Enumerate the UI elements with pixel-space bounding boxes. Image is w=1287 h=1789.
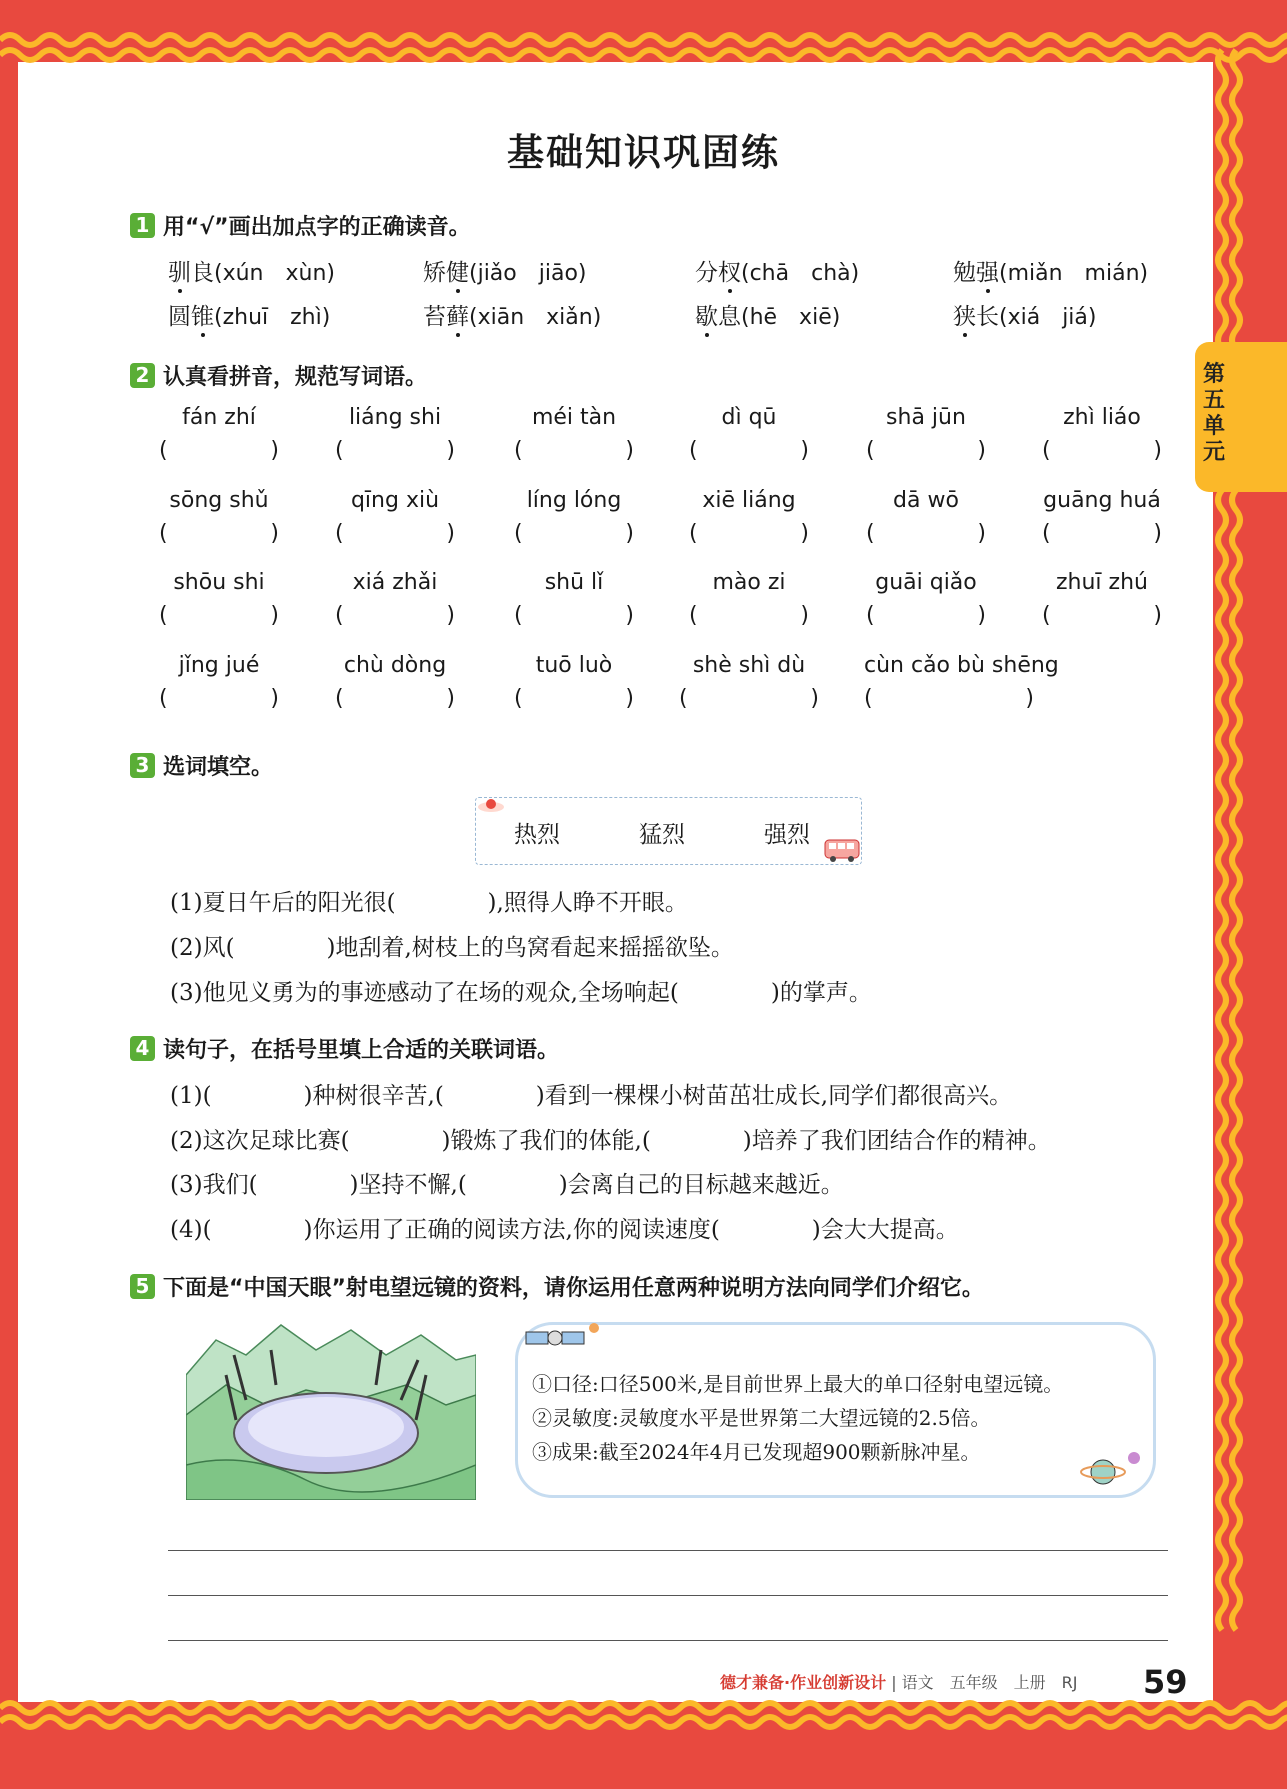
dotted-char: 健 <box>446 254 469 287</box>
pinyin-label: zhuī zhú <box>1056 570 1148 595</box>
question-prompt: 认真看拼音，规范写词语。 <box>163 365 428 390</box>
pinyin-write-cell[interactable] <box>335 488 455 546</box>
dotted-char: 锥 <box>191 298 214 331</box>
dotted-char: 强 <box>976 254 999 287</box>
tab-char: 元 <box>1203 440 1226 465</box>
word-choice: 热烈 <box>514 822 560 848</box>
dotted-char: 驯 <box>168 254 191 287</box>
pinyin-write-cell[interactable] <box>866 405 986 463</box>
pinyin-options: (zhuī zhì) <box>214 305 331 330</box>
q4-sentence: (2)这次足球比赛( )锻炼了我们的体能,( )培养了我们团结合作的精神。 <box>170 1128 1051 1154</box>
answer-blank[interactable]: ( ) <box>866 521 986 546</box>
pinyin-label: shōu shi <box>173 570 265 595</box>
fast-telescope-illustration <box>186 1315 476 1500</box>
word-char: 分 <box>695 260 718 286</box>
question-prompt: 读句子，在括号里填上合适的关联词语。 <box>163 1038 560 1063</box>
pinyin-label: cùn cǎo bù shēng <box>864 653 1059 678</box>
footer-brand: 德才兼备·作业创新设计 <box>720 1673 887 1692</box>
fact-line: ①口径:口径500米,是目前世界上最大的单口径射电望远镜。 <box>532 1372 1064 1396</box>
q4-sentence: (4)( )你运用了正确的阅读方法,你的阅读速度( )会大大提高。 <box>170 1217 959 1243</box>
pinyin-write-cell[interactable] <box>335 653 455 711</box>
pinyin-label: dì qū <box>721 405 777 430</box>
answer-blank[interactable]: ( ) <box>689 438 809 463</box>
pinyin-label: shā jūn <box>886 405 966 430</box>
answer-blank[interactable]: ( ) <box>159 686 279 711</box>
tab-char: 五 <box>1203 388 1226 413</box>
answer-blank[interactable]: ( ) <box>159 603 279 628</box>
dotted-char: 杈 <box>718 254 741 287</box>
question-prompt: 下面是“中国天眼”射电望远镜的资料，请你运用任意两种说明方法向同学们介绍它。 <box>163 1276 984 1301</box>
pinyin-write-cell[interactable] <box>514 570 634 628</box>
page-footer <box>720 1670 1078 1693</box>
question-prompt: 用“√”画出加点字的正确读音。 <box>163 215 471 240</box>
pinyin-label: líng lóng <box>526 488 622 513</box>
pinyin-label: jǐng jué <box>178 653 260 678</box>
pinyin-label: guāng huá <box>1043 488 1161 513</box>
pinyin-label: xiē liáng <box>702 488 796 513</box>
pinyin-write-cell[interactable] <box>689 570 809 628</box>
pinyin-write-cell[interactable] <box>335 405 455 463</box>
word-choice: 猛烈 <box>639 822 685 848</box>
answer-writing-line[interactable] <box>168 1550 1168 1551</box>
pinyin-label: chù dòng <box>343 653 447 678</box>
pinyin-write-cell[interactable] <box>679 653 819 711</box>
question-number-badge: 2 <box>130 363 155 388</box>
answer-blank[interactable]: ( ) <box>866 603 986 628</box>
pinyin-label: méi tàn <box>531 405 617 430</box>
pinyin-options: (miǎn mián) <box>999 261 1149 286</box>
pinyin-write-cell[interactable] <box>1042 570 1162 628</box>
word-choice: 强烈 <box>764 822 810 848</box>
pinyin-write-cell[interactable] <box>514 488 634 546</box>
word-char: 圆 <box>168 304 191 330</box>
pinyin-options: (xiá jiá) <box>999 305 1097 330</box>
answer-blank[interactable]: ( ) <box>514 686 634 711</box>
pinyin-write-cell[interactable] <box>1042 488 1162 546</box>
word-char: 矫 <box>423 260 446 286</box>
pinyin-write-cell[interactable] <box>514 653 634 711</box>
pinyin-write-cell[interactable] <box>864 653 1059 711</box>
pinyin-options: (hē xiē) <box>741 305 841 330</box>
question-3-heading <box>130 750 273 781</box>
pinyin-write-cell[interactable] <box>866 488 986 546</box>
pinyin-write-cell[interactable] <box>159 653 279 711</box>
pinyin-write-cell[interactable] <box>159 570 279 628</box>
answer-blank[interactable]: ( ) <box>1042 438 1162 463</box>
pronunciation-item[interactable] <box>953 298 1097 331</box>
answer-blank[interactable]: ( ) <box>335 521 455 546</box>
fact-line: ③成果:截至2024年4月已发现超900颗新脉冲星。 <box>532 1440 981 1464</box>
page-number: 59 <box>1143 1663 1188 1701</box>
pinyin-label: mào zi <box>712 570 786 595</box>
pinyin-write-cell[interactable] <box>689 488 809 546</box>
pinyin-write-cell[interactable] <box>514 405 634 463</box>
answer-blank[interactable]: ( ) <box>335 438 455 463</box>
pinyin-write-cell[interactable] <box>689 405 809 463</box>
answer-blank[interactable]: ( ) <box>866 438 986 463</box>
answer-blank[interactable]: ( ) <box>335 686 455 711</box>
answer-blank[interactable]: ( ) <box>335 603 455 628</box>
question-prompt: 选词填空。 <box>163 755 274 780</box>
word-char: 长 <box>976 304 999 330</box>
pronunciation-item[interactable] <box>423 254 587 287</box>
answer-blank[interactable]: ( ) <box>689 603 809 628</box>
question-number-badge: 4 <box>130 1036 155 1061</box>
dotted-char: 藓 <box>446 298 469 331</box>
answer-writing-line[interactable] <box>168 1640 1168 1641</box>
word-char: 息 <box>718 304 741 330</box>
pinyin-label: sōng shǔ <box>169 488 269 513</box>
pinyin-options: (chā chà) <box>741 261 860 286</box>
q4-sentence: (1)( )种树很辛苦,( )看到一棵棵小树苗茁壮成长,同学们都很高兴。 <box>170 1083 1013 1109</box>
pronunciation-item[interactable] <box>695 298 840 331</box>
pinyin-options: (jiǎo jiāo) <box>469 261 587 286</box>
question-5-heading <box>130 1271 984 1302</box>
pinyin-write-cell[interactable] <box>335 570 455 628</box>
cloud-sun-icon <box>476 797 506 813</box>
answer-blank[interactable]: ( ) <box>514 521 634 546</box>
pinyin-write-cell[interactable] <box>159 488 279 546</box>
tab-char: 单 <box>1203 414 1226 439</box>
question-number-badge: 1 <box>130 213 155 238</box>
question-number-badge: 5 <box>130 1274 155 1299</box>
pronunciation-item[interactable] <box>168 254 335 287</box>
pinyin-options: (xiān xiǎn) <box>469 305 602 330</box>
word-char: 勉 <box>953 260 976 286</box>
answer-blank[interactable]: ( ) <box>689 521 809 546</box>
pronunciation-item[interactable] <box>695 254 859 287</box>
bus-icon <box>823 837 863 865</box>
question-number-badge: 3 <box>130 753 155 778</box>
q3-sentence: (2)风( )地刮着,树枝上的鸟窝看起来摇摇欲坠。 <box>170 935 734 961</box>
tab-char: 第 <box>1203 362 1226 387</box>
pinyin-label: dā wō <box>893 488 959 513</box>
word-char: 苔 <box>423 304 446 330</box>
pronunciation-item[interactable] <box>423 298 601 331</box>
answer-blank[interactable]: ( ) <box>159 521 279 546</box>
question-4-heading <box>130 1033 559 1064</box>
planet-icon <box>1078 1448 1148 1490</box>
word-char: 良 <box>191 260 214 286</box>
answer-blank[interactable]: ( ) <box>864 686 1034 711</box>
pronunciation-item[interactable] <box>953 254 1148 287</box>
answer-blank[interactable]: ( ) <box>679 686 819 711</box>
answer-blank[interactable]: ( ) <box>159 438 279 463</box>
answer-blank[interactable]: ( ) <box>1042 603 1162 628</box>
question-1-heading <box>130 210 471 241</box>
pinyin-label: liáng shi <box>348 405 442 430</box>
q3-sentence: (3)他见义勇为的事迹感动了在场的观众,全场响起( )的掌声。 <box>170 980 872 1006</box>
q3-sentence: (1)夏日午后的阳光很( ),照得人睁不开眼。 <box>170 890 688 916</box>
pinyin-write-cell[interactable] <box>159 405 279 463</box>
pinyin-label: xiá zhǎi <box>352 570 438 595</box>
question-2-heading <box>130 360 427 391</box>
q4-sentence: (3)我们( )坚持不懈,( )会离自己的目标越来越近。 <box>170 1172 844 1198</box>
pinyin-write-cell[interactable] <box>866 570 986 628</box>
answer-writing-line[interactable] <box>168 1595 1168 1596</box>
word-choice-box <box>475 797 862 865</box>
pinyin-label: fán zhí <box>182 405 256 430</box>
answer-blank[interactable]: ( ) <box>514 438 634 463</box>
fact-line: ②灵敏度:灵敏度水平是世界第二大望远镜的2.5倍。 <box>532 1406 991 1430</box>
pinyin-label: tuō luò <box>535 653 613 678</box>
page-title: 基础知识巩固练 <box>507 131 780 174</box>
pinyin-label: zhì liáo <box>1063 405 1141 430</box>
pinyin-options: (xún xùn) <box>214 261 335 286</box>
pinyin-label: qīng xiù <box>350 488 440 513</box>
unit-side-tab-label <box>1203 362 1233 466</box>
pronunciation-item[interactable] <box>168 298 330 331</box>
pinyin-label: shè shì dù <box>692 653 806 678</box>
footer-book-info: | 语文 五年级 上册 RJ <box>891 1673 1078 1692</box>
satellite-icon <box>522 1318 602 1363</box>
dotted-char: 狭 <box>953 298 976 331</box>
dotted-char: 歇 <box>695 298 718 331</box>
pinyin-label: shū lǐ <box>544 570 604 595</box>
answer-blank[interactable]: ( ) <box>1042 521 1162 546</box>
answer-blank[interactable]: ( ) <box>514 603 634 628</box>
pinyin-write-cell[interactable] <box>1042 405 1162 463</box>
pinyin-label: guāi qiǎo <box>875 570 977 595</box>
